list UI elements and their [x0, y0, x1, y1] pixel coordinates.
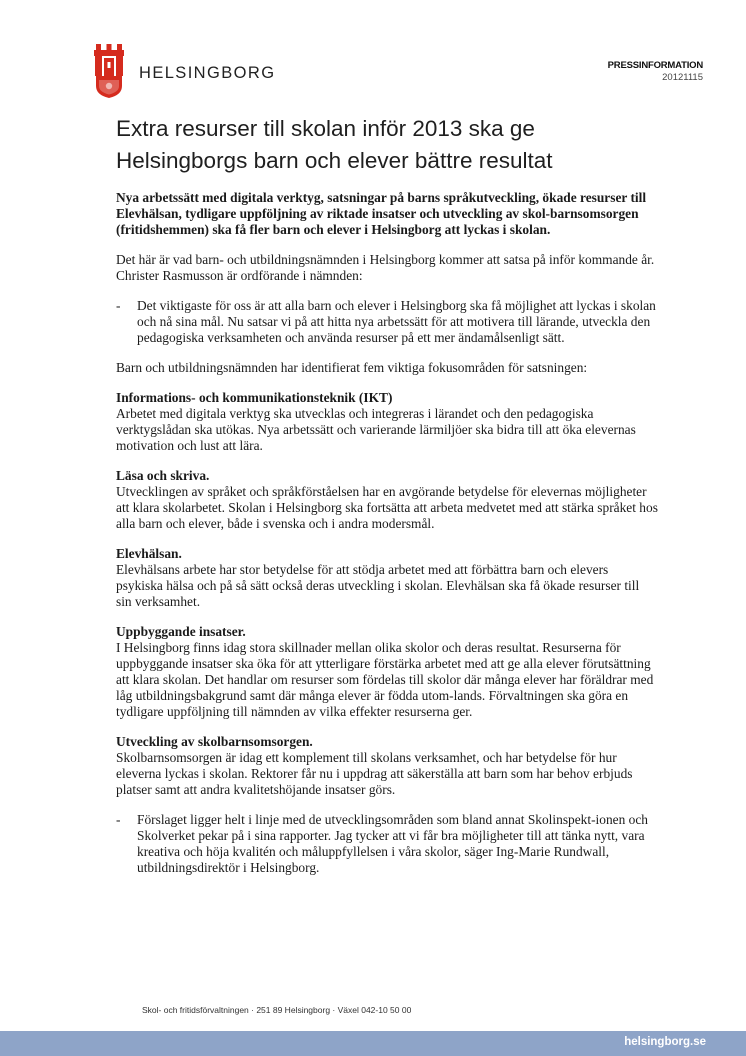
article-body — [116, 190, 658, 890]
title-line-1: Extra resurser till skolan inför 2013 ska ge — [116, 116, 535, 141]
section-supportive-efforts — [116, 624, 658, 720]
section-body: Skolbarnsomsorgen är idag ett komplement till skolans verksamhet, och har betydelse för hur eleverna lyckas i skolan. Rektorer får nu i uppdrag att säkerställa att barn som har behov erbjuds platser samt att andra kvalitetshöjande insatser görs. — [116, 750, 633, 797]
title-line-2: Helsingborgs barn och elever bättre resultat — [116, 148, 553, 173]
section-heading: Utveckling av skolbarnsomsorgen. — [116, 734, 313, 749]
section-body: I Helsingborg finns idag stora skillnader mellan olika skolor och deras resultat. Resurserna för uppbyggande insatser ska öka för att ytterligare förstärka arbetet med att ge alla elever förutsättning att klara skolan. Det handlar om resurser som fördelas till skolor där många elever har föräldrar med låg utbildningsbakgrund samt där många elever är födda utom-lands. Förvaltningen ska göra en tydligare uppföljning till nämnden av vilka effekter resurserna ger. — [116, 640, 654, 719]
helsingborg-crest-icon — [93, 44, 125, 98]
focus-intro: Barn och utbildningsnämnden har identifierat fem viktiga fokusområden för satsningen: — [116, 360, 588, 375]
intro-paragraph: Det här är vad barn- och utbildningsnämnden i Helsingborg kommer att satsa på inför kommande år. Christer Rasmusson är ordförande i nämnden: — [116, 252, 655, 283]
section-heading: Elevhälsan. — [116, 546, 182, 561]
section-heading: Informations- och kommunikationsteknik (IKT) — [116, 390, 393, 405]
helsingborg-logo — [93, 44, 275, 98]
footer-bar — [0, 1031, 746, 1056]
quote-text: Förslaget ligger helt i linje med de utvecklingsområden som bland annat Skolinspekt-ionen och Skolverket pekar på i sina rapporter. Jag tycker att vi får bra möjligheter till att tänka nytt, vara kreativa och höja kvalitén och måluppfyllelsen i våra skolor, säger Ing-Marie Rundwall, utbildningsdirektör i Helsingborg. — [137, 812, 648, 875]
page-title — [116, 113, 676, 177]
section-body: Utvecklingen av språket och språkförståelsen har en avgörande betydelse för elevernas möjligheter att klara skolarbetet. Skolan i Helsingborg ska fortsätta att arbeta medvetet med att stärka språket hos alla barn och elever, både i svenska och i andra modersmål. — [116, 484, 658, 531]
website-link[interactable]: helsingborg.se — [624, 1036, 706, 1048]
quote-2 — [116, 812, 658, 876]
quote-dash: - — [116, 812, 121, 827]
section-student-health — [116, 546, 658, 610]
footer-address: Skol- och fritidsförvaltningen · 251 89 Helsingborg · Växel 042-10 50 00 — [142, 1005, 412, 1015]
section-heading: Uppbyggande insatser. — [116, 624, 246, 639]
section-ikt — [116, 390, 658, 454]
lead-paragraph: Nya arbetssätt med digitala verktyg, satsningar på barns språkutveckling, ökade resurser till Elevhälsan, tydligare uppföljning av riktade insatser och utveckling av skol-barnsomsorgen (fritidshemmen) ska få fler barn och elever i Helsingborg att lyckas i skolan. — [116, 190, 647, 237]
press-label: PRESSINFORMATION — [607, 60, 703, 71]
section-school-childcare — [116, 734, 658, 798]
quote-1 — [116, 298, 658, 346]
quote-text: Det viktigaste för oss är att alla barn och elever i Helsingborg ska få möjlighet att lyckas i skolan och nå sina mål. Nu satsar vi på att hitta nya arbetssätt för att motivera till lärande, utveckla den pedagogiska verksamheten och använda resurser på ett mer ändamålsenligt sätt. — [137, 298, 656, 345]
section-body: Elevhälsans arbete har stor betydelse för att stödja arbetet med att förbättra barn och elevers psykiska hälsa och på så sätt också deras utveckling i skolan. Elevhälsan ska få ökade resurser till sin verksamhet. — [116, 562, 640, 609]
section-body: Arbetet med digitala verktyg ska utvecklas och integreras i lärandet och den pedagogiska verktygslådan ska utökas. Nya arbetssätt och varierande lärmiljöer ska bidra till att öka elevernas motivation och lust att lära. — [116, 406, 636, 453]
section-heading: Läsa och skriva. — [116, 468, 210, 483]
section-reading-writing — [116, 468, 658, 532]
quote-dash: - — [116, 298, 121, 313]
logo-text: HELSINGBORG — [139, 63, 276, 82]
press-info — [608, 60, 703, 83]
press-date: 20121115 — [662, 72, 703, 83]
